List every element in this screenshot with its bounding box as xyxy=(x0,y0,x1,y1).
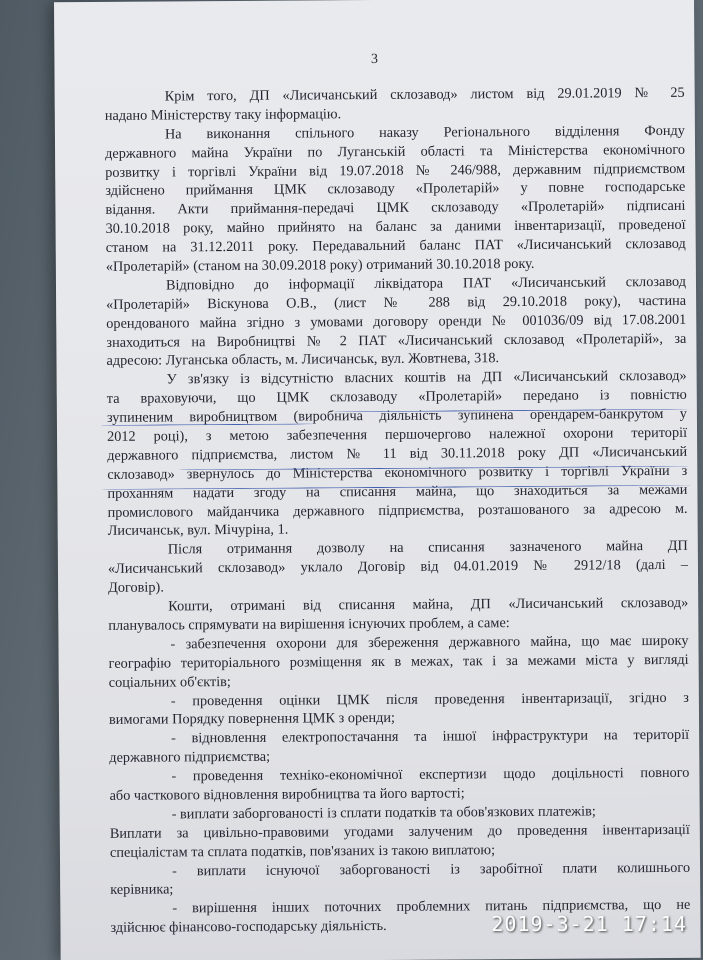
text-line: - проведення техніко-економічної експертизи щодо доцільності повного xyxy=(171,764,690,785)
text-line: проханням надати згоду на списання майна, що знаходиться за межами xyxy=(107,481,688,502)
text-line: державного підприємства; xyxy=(109,748,271,767)
text-line: або часткового відновлення виробництва та його вартості; xyxy=(109,785,465,804)
text-line: керівника; xyxy=(110,881,174,899)
text-line: - відновлення електропостачання та іншої інфраструктури на території xyxy=(171,727,690,747)
text-line: «Пролетарій» (станом на 30.09.2018 року) отриманий 30.10.2018 року. xyxy=(105,255,535,275)
text-line: промислового майданчика державного підприємства, розташованого за адресою м. xyxy=(107,500,688,521)
text-line: - виплати заборгованості із сплати податків та обов'язкових платежів; xyxy=(171,803,596,823)
text-line: здійснює фінансово-господарську діяльність. xyxy=(110,918,387,937)
text-line: географію територіального розміщення як в межах, так і за межами міста у вигляді xyxy=(108,651,689,672)
text-line: Після отримання дозволу на списання зазначеного майна ДП xyxy=(167,538,688,558)
text-line: - проведення оцінки ЦМК після проведення інвентаризації, згідно з xyxy=(170,689,689,709)
text-line: На виконання спільного наказу Регіонального відділення Фонду xyxy=(164,122,685,143)
text-line: відання. Акти приймання-передачі ЦМК склозаводу «Пролетарій» підписані xyxy=(105,198,686,219)
text-line: зупиненим виробництвом (виробнича діяльність зупинена орендарем-банкрутом у xyxy=(106,405,687,427)
text-line: - виплати існуючої заборгованості із заробітної плати колишнього xyxy=(172,859,691,879)
text-line: спеціалістам та сплата податків, пов'язаних із такою виплатою; xyxy=(109,841,496,861)
text-line: державного майна України по Луганській області та Міністерства економічного xyxy=(105,141,686,162)
text-line: розвитку і торгівлі України від 19.07.2018 № 246/988, державним підприємством xyxy=(105,160,686,181)
text-line: - забезпечення охорони для збереження державного майна, що має широку xyxy=(170,632,689,653)
text-line: Крім того, ДП «Лисичанський склозавод» листом від 29.01.2019 № 25 xyxy=(164,84,685,105)
text-line: державного підприємства, листом № 11 від 30.11.2018 року ДП «Лисичанський xyxy=(107,443,688,464)
text-line: склозавод» звернулось до Міністерства економічного розвитку і торгівлі України з xyxy=(107,462,688,483)
photo-timestamp: 2019-3-21 17:14 xyxy=(491,912,687,936)
text-line: «Лисичанський склозавод» уклало Договір від 04.01.2019 № 2912/18 (далі – xyxy=(107,557,689,578)
text-line: 2012 році), з метою забезпечення першочергово належної охорони території xyxy=(106,424,688,445)
text-line: Відповідно до інформації ліквідатора ПАТ «Лисичанський склозавод xyxy=(165,273,687,294)
text-line: Договір). xyxy=(108,579,164,597)
text-line: Лисичанськ, вул. Мічуріна, 1. xyxy=(107,522,289,540)
text-line: знаходиться на Виробництві № 2 ПАТ «Лисичанський склозавод «Пролетарій», за xyxy=(106,330,687,351)
text-line: Кошти, отримані від списання майна, ДП «Лисичанський склозавод» xyxy=(168,594,689,615)
text-line: та враховуючи, що ЦМК склозаводу «Пролетарій» передано із повністю xyxy=(106,387,687,408)
document-page xyxy=(54,0,701,960)
text-line: орендованого майна згідно з умовами договору оренди № 001036/09 від 17.08.2001 xyxy=(106,311,687,332)
text-line: 30.10.2018 року, майно прийнято на баланс за даними інвентаризації, проведеної xyxy=(105,217,686,238)
document-body xyxy=(105,84,691,938)
text-line: планувалось спрямувати на вирішення існуючих проблем, а саме: xyxy=(108,615,510,634)
text-line: Виплати за цивільно-правовими угодами залученим до проведення інвентаризації xyxy=(109,821,690,842)
text-line: - вирішення інших поточних проблемних питань підприємства, що не xyxy=(172,897,691,917)
text-line: надано Міністерству таку інформацію. xyxy=(104,106,342,124)
text-line: здійснено приймання ЦМК склозаводу «Пролетарій» у повне господарське xyxy=(105,179,686,200)
page-number: 3 xyxy=(370,51,378,68)
text-line: соціальних об'єктів; xyxy=(108,673,231,691)
text-line: вимогами Порядку повернення ЦМК з оренди; xyxy=(108,710,396,729)
text-line: У зв'язку із відсутністю власних коштів на ДП «Лисичанський склозавод» xyxy=(166,368,687,388)
text-line: «Пролетарій» Віскунова О.В., (лист № 288 від 29.10.2018 року), частина xyxy=(106,292,687,313)
text-line: адресою: Луганська область, м. Лисичанськ, вул. Жовтнева, 318. xyxy=(106,350,500,370)
text-line: станом на 31.12.2011 року. Передавальний баланс ПАТ «Лисичанський склозавод xyxy=(105,235,686,257)
